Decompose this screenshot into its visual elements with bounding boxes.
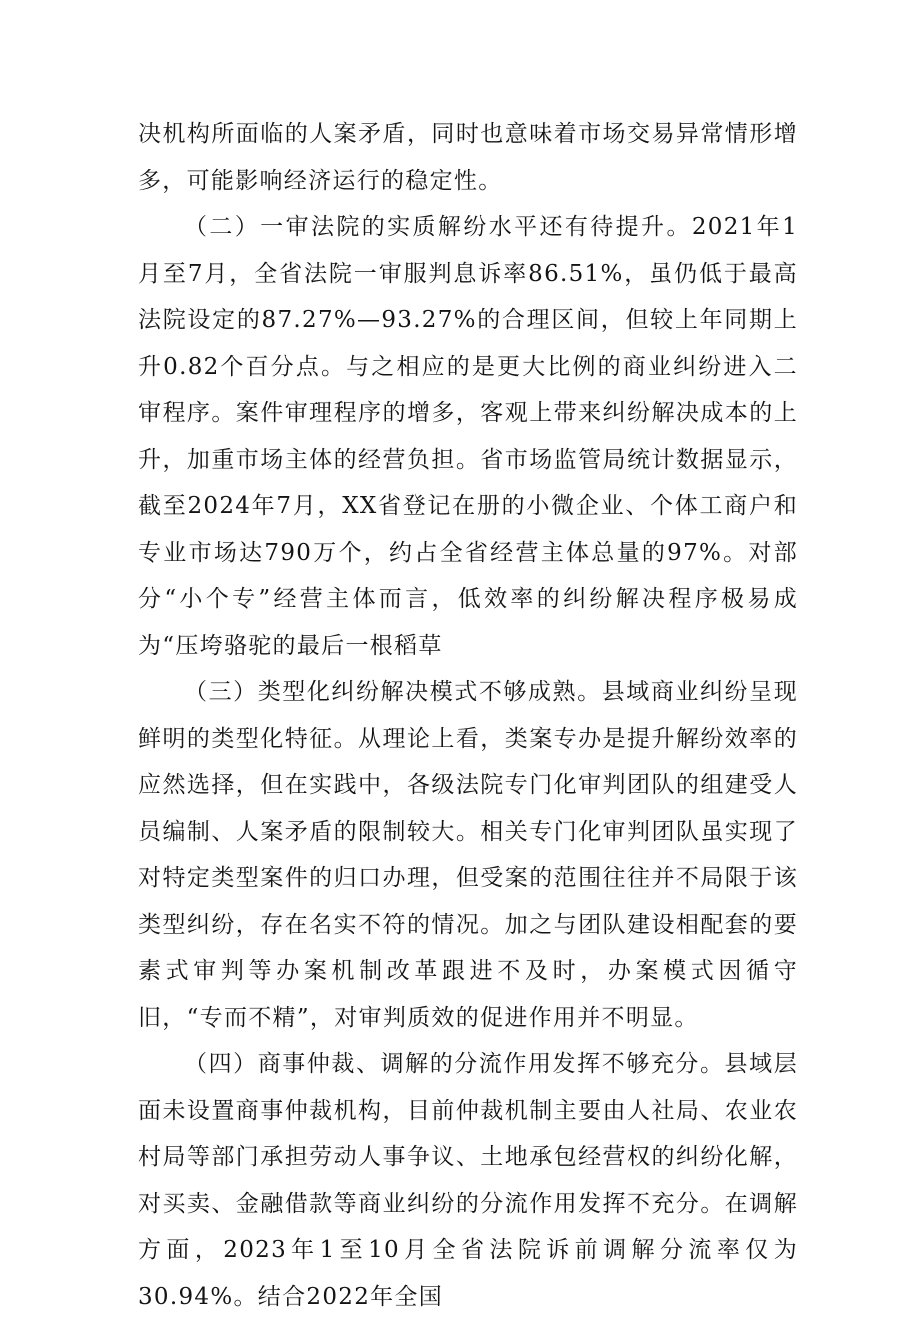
paragraph-continuation: 决机构所面临的人案矛盾，同时也意味着市场交易异常情形增多，可能影响经济运行的稳定性。 [138,121,798,194]
document-body [138,111,798,1320]
paragraph-section-4: （四）商事仲裁、调解的分流作用发挥不够充分。县域层面未设置商事仲裁机构，目前仲裁机制主要由人社局、农业农村局等部门承担劳动人事争议、土地承包经营权的纠纷化解，对买卖、金融借款等商业纠纷的分流作用发挥不充分。在调解方面，2023年1至10月全省法院诉前调解分流率仅为30.94%。结合2022年全国 [138,1051,798,1310]
paragraph-section-2: （二）一审法院的实质解纷水平还有待提升。2021年1月至7月，全省法院一审服判息诉率86.51%，虽仍低于最高法院设定的87.27%—93.27%的合理区间，但较上年同期上升0.82个百分点。与之相应的是更大比例的商业纠纷进入二审程序。案件审理程序的增多，客观上带来纠纷解决成本的上升，加重市场主体的经营负担。省市场监管局统计数据显示，截至2024年7月，XX省登记在册的小微企业、个体工商户和专业市场达790万个，约占全省经营主体总量的97%。对部分“小个专”经营主体而言，低效率的纠纷解决程序极易成为“压垮骆驼的最后一根稻草 [138,214,798,659]
paragraph-section-3: （三）类型化纠纷解决模式不够成熟。县域商业纠纷呈现鲜明的类型化特征。从理论上看，类案专办是提升解纷效率的应然选择，但在实践中，各级法院专门化审判团队的组建受人员编制、人案矛盾的限制较大。相关专门化审判团队虽实现了对特定类型案件的归口办理，但受案的范围往往并不局限于该类型纠纷，存在名实不符的情况。加之与团队建设相配套的要素式审判等办案机制改革跟进不及时，办案模式因循守旧，“专而不精”，对审判质效的促进作用并不明显。 [138,679,798,1031]
